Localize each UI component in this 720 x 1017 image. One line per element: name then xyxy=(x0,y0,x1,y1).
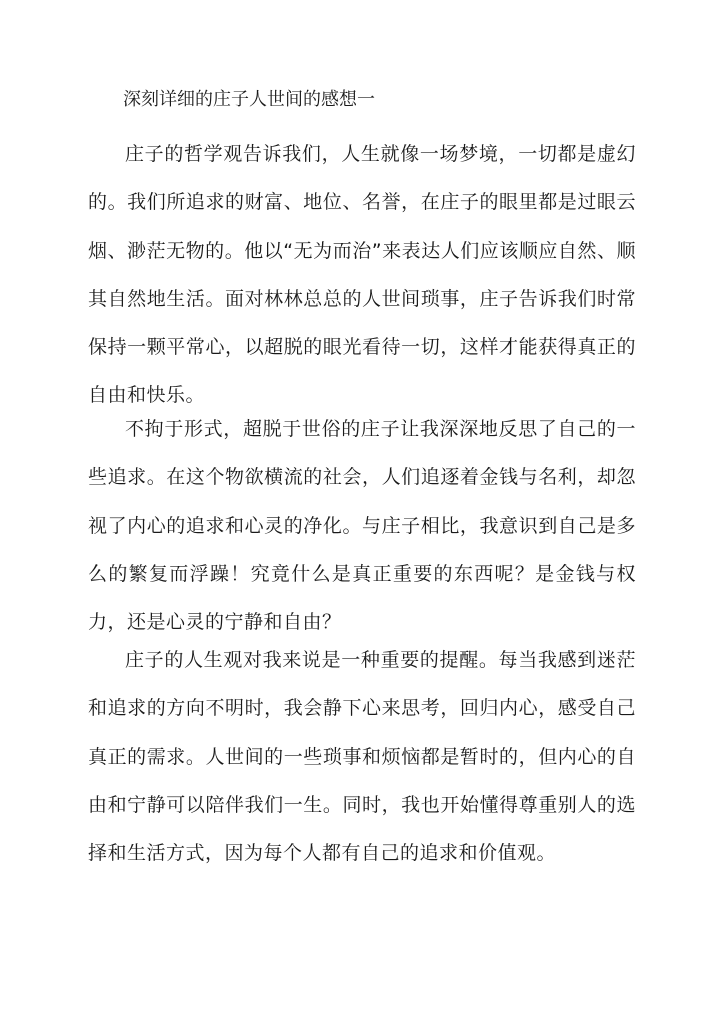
paragraph-3: 庄子的人生观对我来说是一种重要的提醒。每当我感到迷茫和追求的方向不明时，我会静下心来思考，回归内心，感受自己真正的需求。人世间的一些琐事和烦恼都是暂时的，但内心的自由和宁静可以陪伴我们一生。同时，我也开始懂得尊重别人的选择和生活方式，因为每个人都有自己的追求和价值观。 xyxy=(88,649,636,865)
paragraph-1: 庄子的哲学观告诉我们，人生就像一场梦境，一切都是虚幻的。我们所追求的财富、地位、名誉，在庄子的眼里都是过眼云烟、渺茫无物的。他以“无为而治”来表达人们应该顺应自然、顺其自然地生活。面对林林总总的人世间琐事，庄子告诉我们时常保持一颗平常心，以超脱的眼光看待一切，这样才能获得真正的自由和快乐。 xyxy=(88,143,636,407)
document-title: 深刻详细的庄子人世间的感想一 xyxy=(123,89,375,110)
paragraph-2: 不拘于形式，超脱于世俗的庄子让我深深地反思了自己的一些追求。在这个物欲横流的社会，人们追逐着金钱与名利，却忽视了内心的追求和心灵的净化。与庄子相比，我意识到自己是多么的繁复而浮躁！究竟什么是真正重要的东西呢？是金钱与权力，还是心灵的宁静和自由？ xyxy=(88,418,636,634)
